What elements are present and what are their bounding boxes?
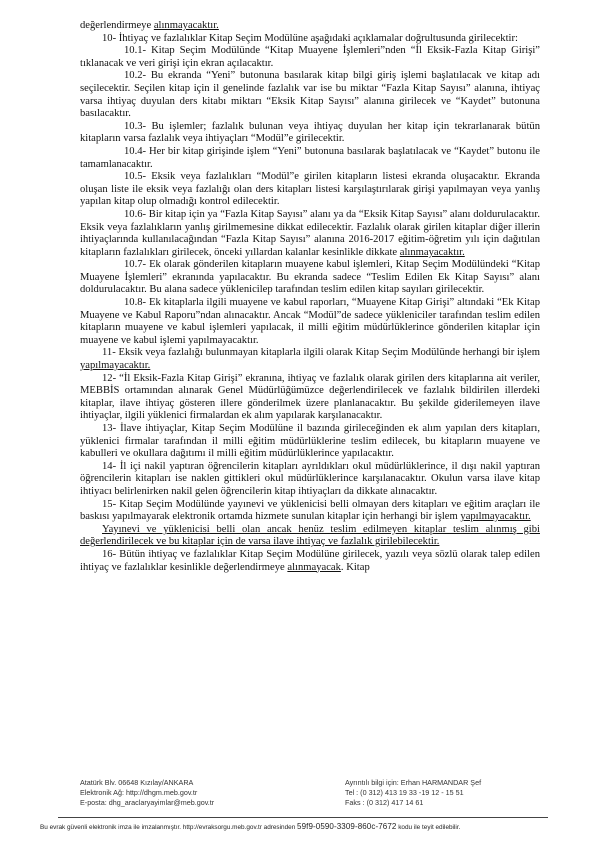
paragraph-text: 10.2- Bu ekranda “Yeni” butonuna basılarak kitap bilgi giriş işlemi başlatılacak ve kitap adı seçilecektir. Seçilen kitap için il genelinde fazlalık var ise bu miktar “Fazla Kitap Sayısı” alanına, ihtiyaç varsa ihtiyaç duyulan ders kitabı miktarı “Eksik Kitap Sayısı” alanına girilecek ve “Kaydet” butonuna basılacaktır.: [80, 70, 540, 120]
underlined-text: alınmayacaktır.: [399, 246, 465, 258]
document-body: [80, 20, 540, 574]
e-signature-notice: [40, 822, 560, 831]
letterhead-footer: [80, 778, 540, 818]
e-signature-suffix: kodu ile teyit edilebilir.: [398, 824, 461, 831]
paragraph-p1: [80, 33, 540, 46]
paragraph-p13: [80, 461, 540, 499]
verification-code: 59f9-0590-3309-860c-7672: [297, 822, 397, 831]
paragraph-text: 10.4- Her bir kitap girişinde işlem “Yeni” butonuna basılarak başlatılacak ve “Kaydet” butonu ile tamamlanacaktır.: [80, 145, 540, 170]
paragraph-text: 14- İl içi nakil yaptıran öğrencilerin kitapları ayrıldıkları okul müdürlüklerince, il dışı nakil yaptıran öğrencilerin kitapları ise naklen gittikleri okul müdürlüklerince karşılanacaktır. Okulun varsa ilave kitap ihtiyacı belirlenirken nakil gelen öğrencilerin kitap ihtiyaçları da dikkate alınacaktır.: [80, 460, 540, 497]
paragraph-p6: [80, 171, 540, 209]
paragraph-text: 10.1- Kitap Seçim Modülünde “Kitap Muayene İşlemleri”nden “İl Eksik-Fazla Kitap Girişi” tıklanacak ve veri girişi için ekran açılacaktır.: [80, 45, 540, 69]
paragraph-text: 11- Eksik veya fazlalığı bulunmayan kitaplarla ilgili olarak Kitap Seçim Modülünde herhangi bir işlem: [102, 347, 540, 359]
paragraph-text: 10.6- Bir kitap için ya “Fazla Kitap Sayısı” alanı ya da “Eksik Kitap Sayısı” alanı doldurulacaktır. Eksik veya fazlalıkların yanlış girilmemesine dikkat edilecektir. Fazlalık olarak girilen kitaplar diğer illerin ihtiyaçlarında kullanılacağından “Fazla Kitap Sayısı” alanına 2016-2017 eğitim-öğretim yılı için dağıtılan kitapların fazlalıkları girilecek, önceki yıllardan kalanlar kesinlikle dikkate: [80, 208, 540, 258]
paragraph-text: değerlendirmeye: [80, 20, 154, 31]
underlined-text: Yayınevi ve yüklenicisi belli olan ancak henüz teslim edilmeyen kitaplar teslim alınmış gibi değerlendirilecek ve bu kitaplar için de varsa ilave ihtiyaç ve fazlalık girilebilecektir.: [80, 523, 540, 548]
paragraph-text: 16- Bütün ihtiyaç ve fazlalıklar Kitap Seçim Modülüne girilecek, yazılı veya sözlü olarak talep edilen ihtiyaç ve fazlalıklar kesinlikle değerlendirmeye: [80, 548, 540, 573]
e-signature-prefix: Bu evrak güvenli elektronik imza ile imzalanmıştır. http://evraksorgu.meb.gov.tr adresinden: [40, 824, 296, 831]
paragraph-p14: [80, 499, 540, 524]
paragraph-text: 15- Kitap Seçim Modülünde yayınevi ve yüklenicisi belli olmayan ders kitapları ve eğitim araçları ile baskısı yapılmayarak elektronik ortamda hizmete sunulan kitaplar için herhangi bir işlem: [80, 498, 540, 523]
paragraph-p16: [80, 549, 540, 574]
paragraph-text: 10.3- Bu işlemler; fazlalık bulunan veya ihtiyaç duyulan her kitap için tekrarlanarak bütün kitapların varsa fazlalık veya ihtiyaçları “Modül”e girilecektir.: [80, 120, 540, 145]
paragraph-p8: [80, 259, 540, 297]
footer-address: Atatürk Blv. 06648 Kızılay/ANKARA: [80, 778, 194, 787]
footer-phone: Tel : (0 312) 413 19 33 -19 12 - 15 51: [345, 788, 464, 797]
footer-web: Elektronik Ağ: http://dhgm.meb.gov.tr: [80, 788, 198, 797]
paragraph-text: 10.7- Ek olarak gönderilen kitapların muayene kabul işlemleri, Kitap Seçim Modülündeki “Kitap Muayene İşlemleri” ekranında yapılacaktır. Bu ekranda sadece “Teslim Edilen Ek Kitap Sayısı” alanı doldurulacaktır. Bu alana sadece yüklenicilер tarafından teslim edilen kitap sayıları girilecektir.: [80, 259, 540, 296]
paragraph-p10: [80, 347, 540, 372]
paragraph-p9: [80, 297, 540, 347]
paragraph-p2: [80, 45, 540, 70]
underlined-text: yapılmayacaktır.: [460, 511, 531, 523]
paragraph-text: . Kitap: [340, 561, 370, 573]
paragraph-p12: [80, 423, 540, 461]
paragraph-text: 13- İlave ihtiyaçlar, Kitap Seçim Modülüne il bazında girileceğinden ek alım yapılan ders kitapları, yüklenici firmalar tarafından il milli eğitim müdürlüklerine teslim edilecek, bu kitapların muayene ve kabulleri ve okullara dağıtımı il milli eğitim müdürlüklerince yapılacaktır.: [80, 423, 540, 460]
paragraph-p15: [80, 524, 540, 549]
paragraph-text: 10.5- Eksik veya fazlalıkları “Modül”e girilen kitapların listesi ekranda oluşacaktır. Ekranda oluşan liste ile eksik veya fazlalığı olan ders kitapları listesi karşılaştırılarak girişi yapılmayan veya yanlış yapılan kitap olup olmadığı kontrol edilecektir.: [80, 171, 540, 208]
footer-contact-person: Ayrıntılı bilgi için: Erhan HARMANDAR Şef: [345, 778, 482, 787]
paragraph-p3: [80, 70, 540, 120]
footer-contact-block: [345, 778, 545, 808]
footer-fax: Faks : (0 312) 417 14 61: [345, 798, 424, 807]
footer-email: E-posta: dhg_araclaryayimlar@meb.gov.tr: [80, 798, 215, 807]
underlined-text: alınmayacak: [287, 561, 341, 573]
paragraph-text: 12- “İl Eksik-Fazla Kitap Girişi” ekranına, ihtiyaç ve fazlalık olarak girilen ders kitaplarına ait veriler, MEBBİS ortamından alınarak Genel Müdürlüğümüzce değerlendirilecek ve fazlalık bildirilen illerdeki kitaplar, ilave ihtiyaç gösteren illere gönderilmek üzere planlanacaktır. Bu şekilde giderilemeyen ilave ihtiyaçlar, ilgili yüklenici firmalardan ek alım yapılarak karşılanacaktır.: [80, 372, 540, 422]
paragraph-p7: [80, 209, 540, 259]
paragraph-p11: [80, 373, 540, 423]
footer-divider: [58, 817, 548, 818]
footer-address-block: [80, 778, 310, 808]
underlined-text: yapılmayacaktır.: [80, 360, 151, 372]
paragraph-text: 10.8- Ek kitaplarla ilgili muayene ve kabul raporları, “Muayene Kitap Girişi” altındaki “Ek Kitap Muayene ve Kabul Raporu”ndan alınacaktır. Ancak “Modül”de sadece yükleniciler tarafından teslim edilen kitapların muayene ve kabul işlemleri yapılacak, il milli eğitim müdürlüklerince gönderilen kitaplar için muayene ve kabul işlemi yapılmayacaktır.: [80, 297, 540, 346]
underlined-text: alınmayacaktır.: [153, 20, 219, 31]
paragraph-p0: [80, 20, 540, 33]
paragraph-text: 10- İhtiyaç ve fazlalıklar Kitap Seçim Modülüne aşağıdaki açıklamalar doğrultusunda girilecektir:: [102, 32, 518, 44]
paragraph-p4: [80, 121, 540, 146]
paragraph-p5: [80, 146, 540, 171]
